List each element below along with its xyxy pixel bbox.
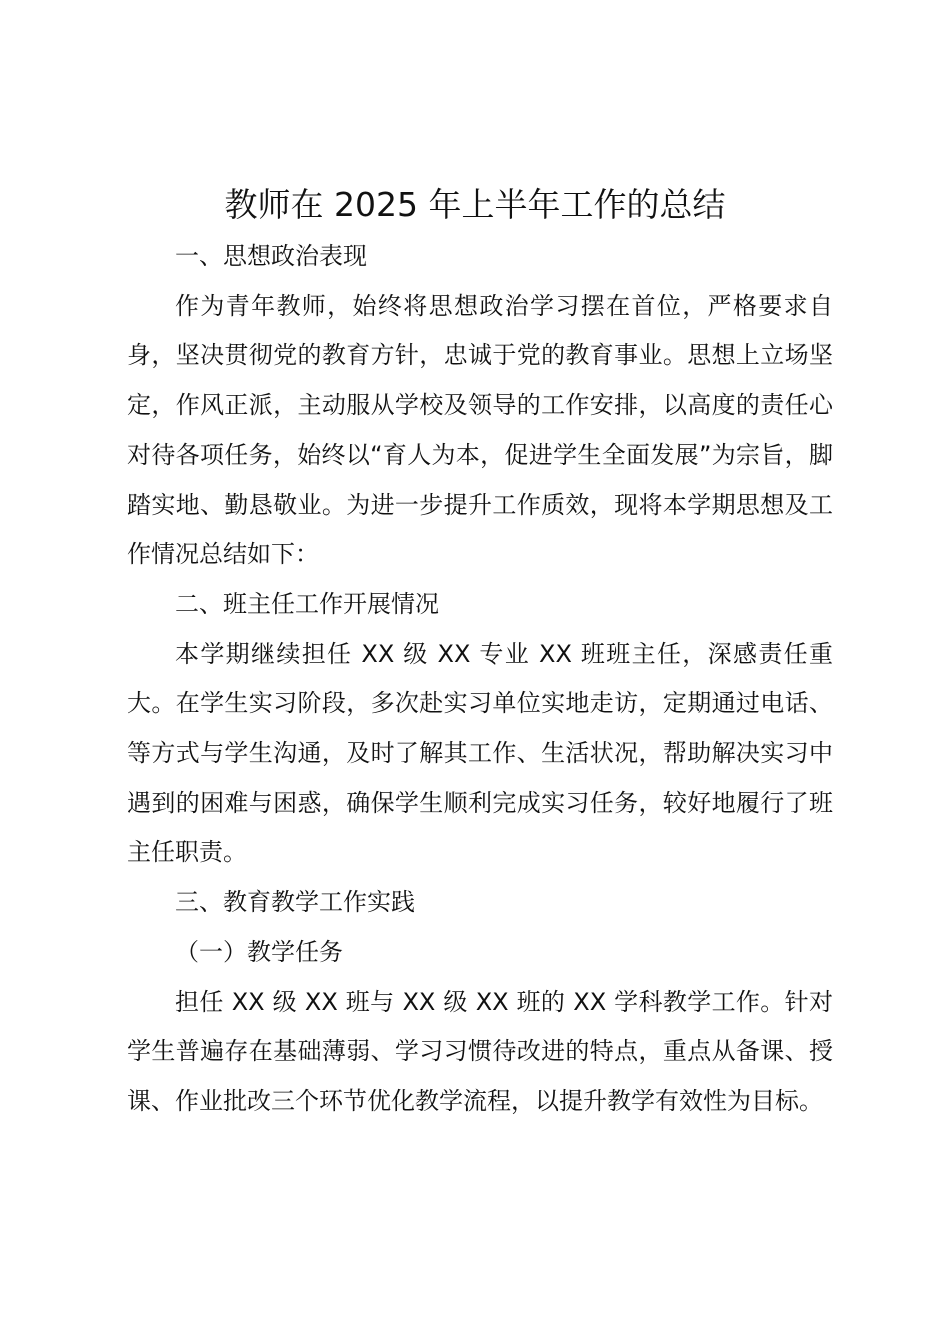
paragraph-teaching-tasks: 担任 XX 级 XX 班与 XX 级 XX 班的 XX 学科教学工作。针对学生普遍存在基础薄弱、学习习惯待改进的特点，重点从备课、授课、作业批改三个环节优化教学流程，以提升教学有效性为目标。 bbox=[127, 987, 833, 1115]
section-heading-ideology: 一、思想政治表现 bbox=[175, 242, 367, 270]
subsection-heading-teaching-tasks: （一）教学任务 bbox=[175, 937, 343, 966]
document-body bbox=[127, 232, 833, 1127]
section-heading-class-teacher: 二、班主任工作开展情况 bbox=[175, 589, 439, 618]
paragraph-class-teacher: 本学期继续担任 XX 级 XX 专业 XX 班班主任，深感责任重大。在学生实习阶段，多次赴实习单位实地走访，定期通过电话、等方式与学生沟通，及时了解其工作、生活状况，帮助解决实习中遇到的困难与困惑，确保学生顺利完成实习任务，较好地履行了班主任职责。 bbox=[127, 639, 833, 867]
section-heading-teaching-practice: 三、教育教学工作实践 bbox=[175, 888, 415, 917]
paragraph-ideology: 作为青年教师，始终将思想政治学习摆在首位，严格要求自身，坚决贯彻党的教育方针，忠诚于党的教育事业。思想上立场坚定，作风正派，主动服从学校及领导的工作安排，以高度的责任心对待各项任务，始终以“育人为本，促进学生全面发展”为宗旨，脚踏实地、勤恳敬业。为进一步提升工作质效，现将本学期思想及工作情况总结如下： bbox=[127, 291, 833, 569]
document-title: 教师在 2025 年上半年工作的总结 bbox=[224, 185, 726, 224]
